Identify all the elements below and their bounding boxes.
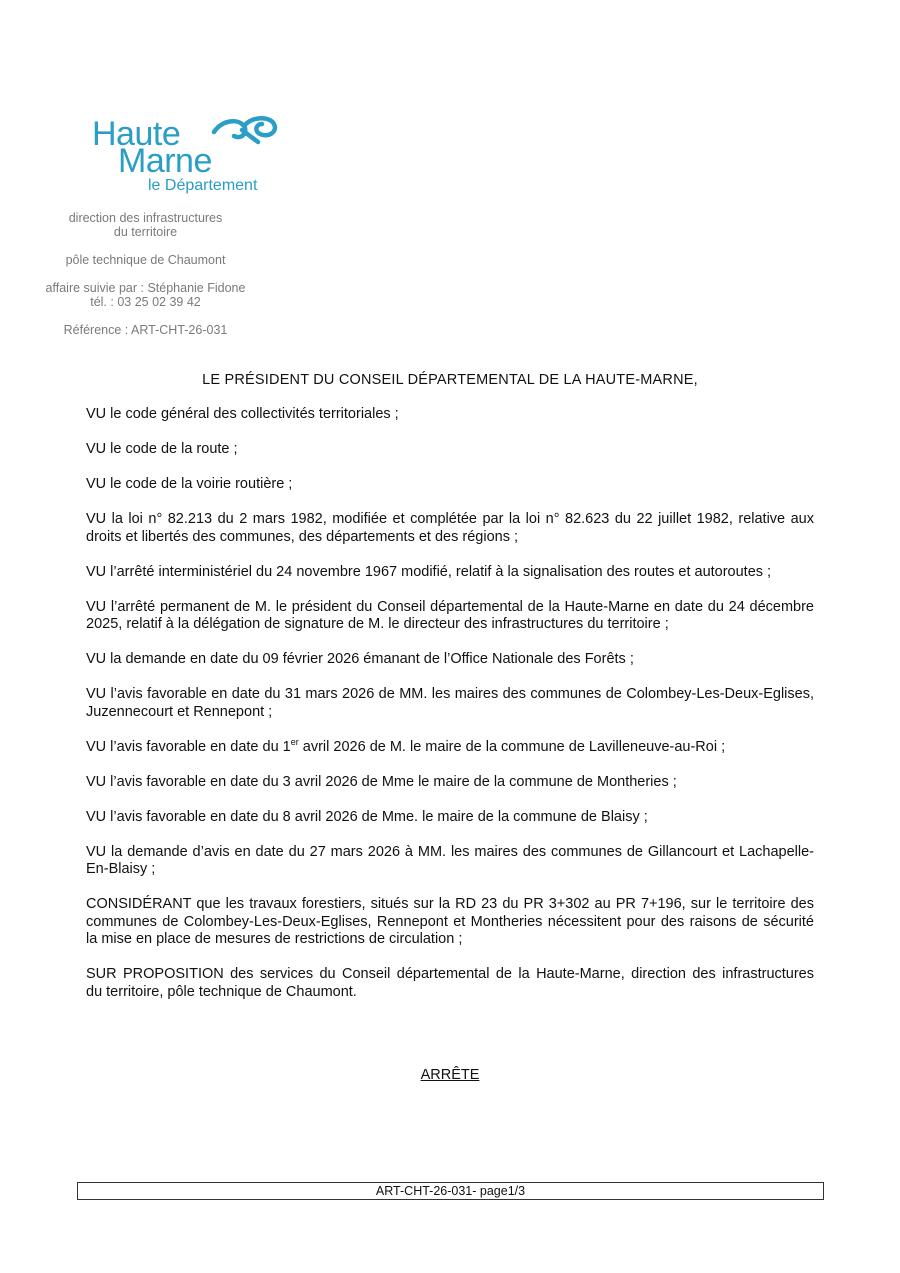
paragraph: CONSIDÉRANT que les travaux forestiers, situés sur la RD 23 du PR 3+302 au PR 7+196, sur le territoire des communes de Colombey-Les-Deux-Eglises, Rennepont et Montheries nécessitent pour des raisons de sécurité la mise en place de mesures de restrictions de circulation ; [86,896,814,947]
arrete-text: ARRÊTE [420,1067,480,1083]
proposition-line-1: SUR PROPOSITION des services du Conseil départemental de la Haute-Marne, direction des infrastructures [86,966,814,982]
arrete-title [0,1067,900,1083]
heart-swirl-icon [214,118,275,142]
paragraph: VU l’avis favorable en date du 31 mars 2026 de MM. les maires des communes de Colombey-Les-Deux-Eglises, Juzennecourt et Rennepont ; [86,686,814,720]
logo-line-departement: le Département [148,177,258,194]
proposition-paragraph [86,966,814,1001]
avis-text-before: VU l’avis favorable en date du 1 [86,738,291,755]
logo-line-haute: Haute [92,115,181,153]
avis-ordinal-sup: er [290,736,299,747]
direction-line-2: du territoire [113,225,178,239]
pole-text: pôle technique de Chaumont [65,253,226,267]
avis-text-after: avril 2026 de M. le maire de la commune de Lavilleneuve-au-Roi ; [298,738,726,755]
paragraph: VU la loi n° 82.213 du 2 mars 1982, modifiée et complétée par la loi n° 82.623 du 22 juillet 1982, relative aux droits et libertés des communes, des départements et des régions ; [86,511,814,545]
paragraph: VU la demande en date du 09 février 2026 émanant de l’Office Nationale des Forêts ; [86,651,634,667]
reference-block [38,323,253,337]
sender-info [38,211,253,351]
paragraph-avis-lavilleneuve [86,736,814,757]
paragraph: VU l’arrêté interministériel du 24 novembre 1967 modifié, relatif à la signalisation des routes et autoroutes ; [86,563,772,580]
paragraph: VU le code de la voirie routière ; [86,476,293,492]
reference-text: Référence : ART-CHT-26-031 [63,323,228,337]
direction-line-1: direction des infrastructures [68,211,223,225]
paragraph: VU la demande d’avis en date du 27 mars 2026 à MM. les maires des communes de Gillancourt et Lachapelle-En-Blaisy ; [86,843,814,877]
page-footer: ART-CHT-26-031- page1/3 [77,1182,824,1200]
proposition-line-2: du territoire, pôle technique de Chaumont. [86,983,357,1000]
document-body [86,406,814,1019]
paragraph: VU le code général des collectivités territoriales ; [86,406,399,422]
paragraph: VU le code de la route ; [86,441,238,457]
department-logo [92,112,282,196]
pole-block [38,253,253,267]
paragraph: VU l’avis favorable en date du 8 avril 2026 de Mme. le maire de la commune de Blaisy ; [86,808,648,825]
affaire-text: affaire suivie par : Stéphanie Fidone [45,281,246,295]
paragraph: VU l’arrêté permanent de M. le président du Conseil départemental de la Haute-Marne en date du 24 décembre 2025, relatif à la délégation de signature de M. le directeur des infrastructures du territoire ; [86,598,814,632]
direction-block [38,211,253,239]
document-heading: LE PRÉSIDENT DU CONSEIL DÉPARTEMENTAL DE LA HAUTE-MARNE, [202,372,698,388]
contact-block [38,281,253,309]
logo-line-marne: Marne [118,142,212,180]
paragraph: VU l’avis favorable en date du 3 avril 2026 de Mme le maire de la commune de Montheries ; [86,773,677,790]
phone-text: tél. : 03 25 02 39 42 [90,295,201,309]
